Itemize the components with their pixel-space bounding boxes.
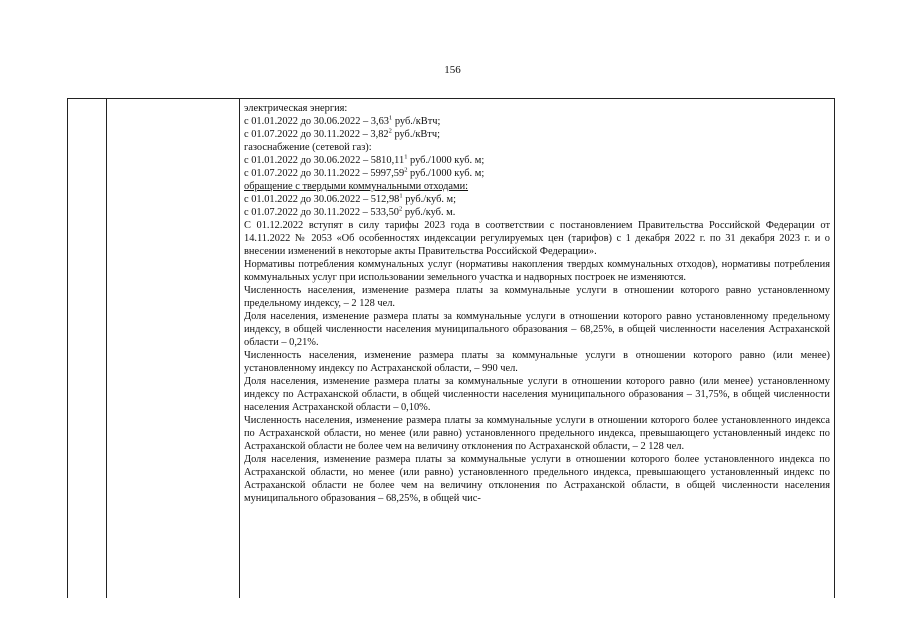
- electricity-tariff-row: с 01.01.2022 до 30.06.2022 – 3,63$^1$ руб./кВтч;: [244, 114, 441, 127]
- waste-tariff-row: с 01.07.2022 до 30.11.2022 – 533,50$^2$ руб./куб. м.: [244, 205, 456, 218]
- population-share-paragraph: Доля населения, изменение размера платы за коммунальные услуги в отношении которого равно (или менее) установленному индексу по Астраханской области, в общей численности населения муниципального образования – 31,75%, в общей численности населения Астраханской области – 0,10%.: [244, 376, 830, 413]
- column-divider: [106, 99, 107, 598]
- gas-tariff-row: с 01.01.2022 до 30.06.2022 – 5810,11$^1$ руб./1000 куб. м;: [244, 153, 485, 166]
- tariff-2023-paragraph: С 01.12.2022 вступят в силу тарифы 2023 года в соответствии с постановлением Правительства Российской Федерации от 14.11.2022 № 2053 «Об особенностях индексации регулируемых цен (тарифов) с 1 декабря 2022 г. по 31 декабря 2023 г. и о внесении изменений в некоторые акты Правительства Российской Федерации».: [244, 220, 830, 257]
- population-share-paragraph: Доля населения, изменение размера платы за коммунальные услуги в отношении которого более установленного индекса по Астраханской области, но менее (или равно) установленного предельного индекса, превышающего установленный индекс по Астраханской области не более чем на величину отклонения по Астраханской области, в общей численности населения муниципального образования – 68,25%, в общей чис-: [244, 454, 830, 504]
- waste-tariff-row: с 01.01.2022 до 30.06.2022 – 512,98$^1$ руб./куб. м;: [244, 192, 457, 205]
- population-count-paragraph: Численность населения, изменение размера платы за коммунальные услуги в отношении которого равно (или менее) установленному индексу по Астраханской области, – 990 чел.: [244, 350, 830, 374]
- electricity-tariff-row: с 01.07.2022 до 30.11.2022 – 3,82$^2$ руб./кВтч;: [244, 127, 440, 140]
- population-count-paragraph: Численность населения, изменение размера платы за коммунальные услуги в отношении которого равно установленному предельному индексу, – 2 128 чел.: [244, 285, 830, 309]
- electricity-heading: электрическая энергия:: [244, 103, 348, 114]
- consumption-norms-paragraph: Нормативы потребления коммунальных услуг (нормативы накопления твердых коммунальных отходов), нормативы потребления коммунальных услуг при использовании земельного участка и надворных построек не изменяются.: [244, 259, 830, 283]
- page-number: 156: [444, 64, 461, 76]
- table-content-cell: [244, 102, 830, 505]
- gas-tariff-row: с 01.07.2022 до 30.11.2022 – 5997,59$^2$ руб./1000 куб. м;: [244, 166, 485, 179]
- document-table: [67, 98, 835, 598]
- column-divider: [239, 99, 240, 598]
- population-share-paragraph: Доля населения, изменение размера платы за коммунальные услуги в отношении которого равно установленному предельному индексу, в общей численности населения муниципального образования – 68,25%, в общей численности населения Астраханской области – 0,21%.: [244, 311, 830, 348]
- population-count-paragraph: Численность населения, изменение размера платы за коммунальные услуги в отношении которого более установленного индекса по Астраханской области, но менее (или равно) установленного предельного индекса, превышающего установленный индекс по Астраханской области не более чем на величину отклонения по Астраханской области, – 2 128 чел.: [244, 415, 830, 452]
- waste-heading: обращение с твердыми коммунальными отходами:: [244, 181, 469, 192]
- gas-heading: газоснабжение (сетевой газ):: [244, 142, 372, 153]
